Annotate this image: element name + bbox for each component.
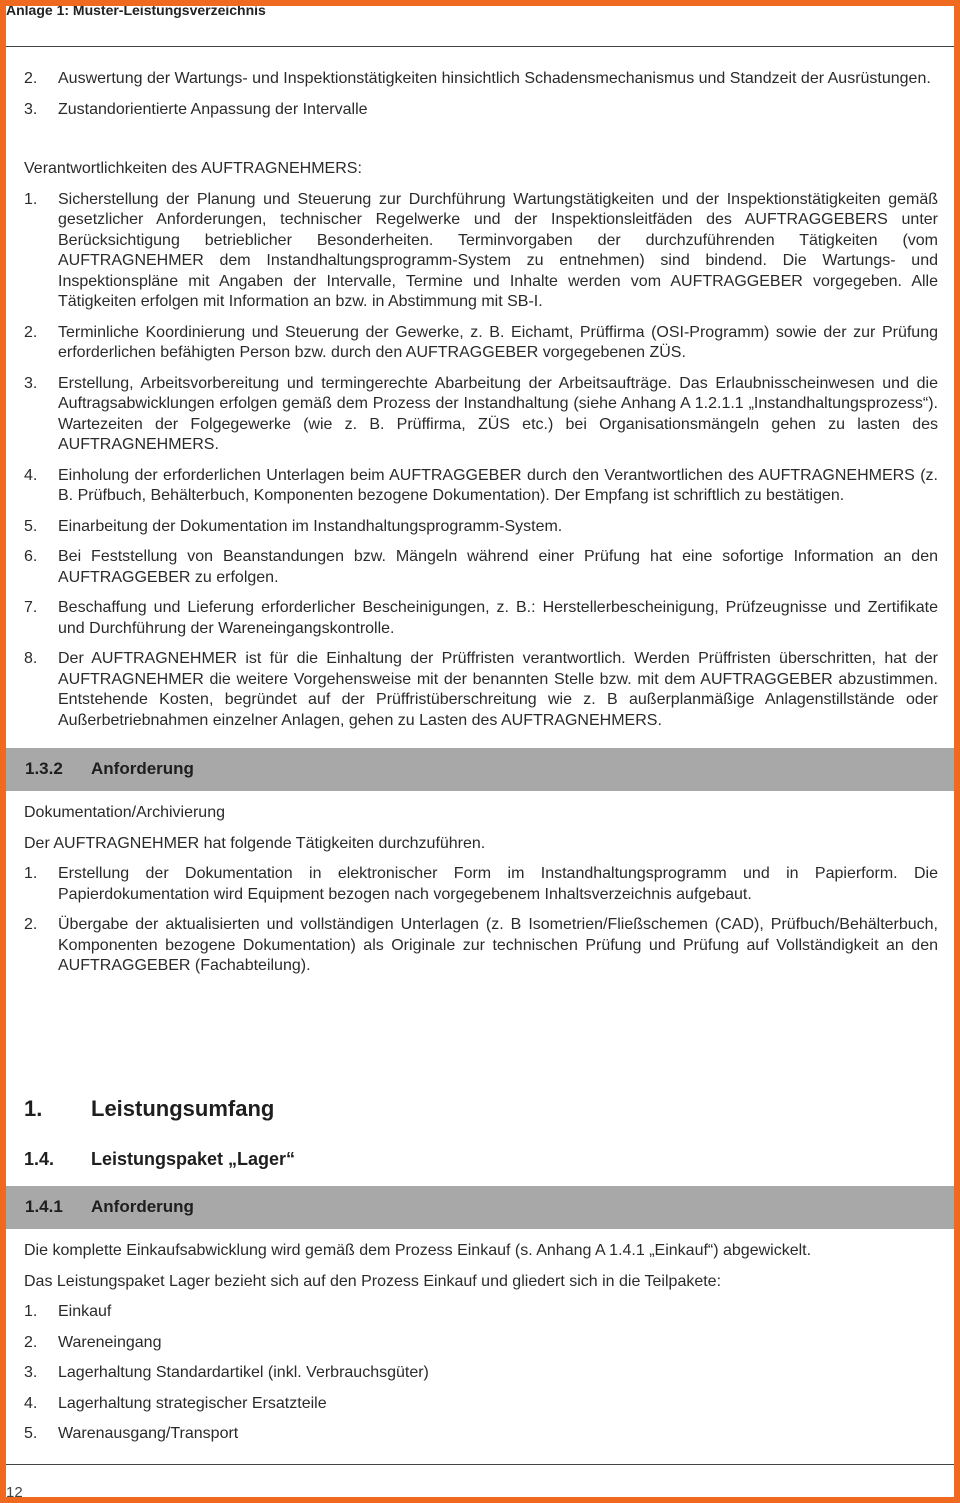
responsibilities-list xyxy=(24,190,938,732)
document-header-title: Anlage 1: Muster-Leistungsverzeichnis xyxy=(6,2,266,18)
section-title: Anforderung xyxy=(91,759,194,778)
section-b-block xyxy=(24,159,938,731)
documentation-subheading: Dokumentation/Archivierung xyxy=(24,804,225,821)
list-item-number: 1. xyxy=(24,190,38,208)
list-item-text: Wareneingang xyxy=(58,1333,162,1351)
list-item-number: 5. xyxy=(24,517,38,535)
list-item xyxy=(24,1394,938,1415)
documentation-list xyxy=(24,864,938,977)
responsibilities-heading: Verantwortlichkeiten des AUFTRAGNEHMERS: xyxy=(24,160,362,177)
list-item xyxy=(24,864,938,905)
page-number: 12 xyxy=(6,1484,23,1501)
section-number: 1.4.1 xyxy=(25,1197,63,1216)
list-item-text: Zustandorientierte Anpassung der Intervalle xyxy=(58,100,368,118)
list-item-text: Warenausgang/Transport xyxy=(58,1425,239,1442)
subchapter-title: Leistungspaket „Lager“ xyxy=(91,1149,296,1169)
section-a-list-block xyxy=(24,69,938,120)
section-title: Anforderung xyxy=(91,1197,194,1216)
purchasing-intro: Die komplette Einkaufsabwicklung wird gemäß dem Prozess Einkauf (s. Anhang A 1.4.1 „Einkauf“) abgewickelt. xyxy=(24,1242,812,1259)
list-item-text: Bei Feststellung von Beanstandungen bzw. Mängeln während einer Prüfung hat eine sofortige Information an den AUFTRAGGEBER zu erfolgen. xyxy=(58,548,938,586)
list-item-text: Der AUFTRAGNEHMER ist für die Einhaltung der Prüffristen verantwortlich. Werden Prüffristen überschritten, hat der AUFTRAGNEHMER die weitere Vorgehensweise mit der benannten Stelle bzw. mit dem AUFTRAGGEBER abzustimmen. Entstehende Kosten, begründet auf der Prüffristüberschreitung wie z. B außerplanmäßige Anlagenstillstände oder Außerbetriebnahmen einzelner Anlagen, gehen zu Lasten des AUFTRAGNEHMERS. xyxy=(58,650,938,729)
list-item xyxy=(24,190,938,313)
list-item-number: 6. xyxy=(24,548,38,565)
section-band-1-4-1 xyxy=(6,1186,954,1229)
documentation-intro: Der AUFTRAGNEHMER hat folgende Tätigkeiten durchzuführen. xyxy=(24,834,486,852)
list-item-text: Terminliche Koordinierung und Steuerung der Gewerke, z. B. Eichamt, Prüffirma (OSI-Programm) sowie der zur Prüfung erforderlichen befähigten Person bzw. durch den AUFTRAGGEBER vorgegebenen ZÜS. xyxy=(58,323,938,361)
list-item-text: Einkauf xyxy=(58,1303,112,1320)
list-item-number: 7. xyxy=(24,599,38,616)
list-item-text: Erstellung, Arbeitsvorbereitung und termingerechte Abarbeitung der Arbeitsaufträge. Das Erlaubnisscheinwesen und die Auftragsabwicklungen erfolgen gemäß dem Prozess der Instandhaltung (siehe Anhang A 1.2.1.1 „Instandhaltungsprozess“). Wartezeiten der Folgegewerke (wie z. B. Prüffirma, ZÜS etc.) bei Organisationsmängeln gehen zu lasten des AUFTRAGNEHMERS. xyxy=(58,374,938,453)
subchapter-number: 1.4. xyxy=(24,1149,55,1169)
list-item-text: Einholung der erforderlichen Unterlagen beim AUFTRAGGEBER durch den Verantwortlichen des AUFTRAGNEHMERS (z. B. Prüfbuch, Behälterbuch, Komponenten bezogene Dokumentation). Der Empfang ist schriftlich zu bestätigen. xyxy=(58,466,938,504)
list-item-text: Lagerhaltung Standardartikel (inkl. Verbrauchsgüter) xyxy=(58,1364,429,1381)
list-item xyxy=(24,323,938,364)
list-item xyxy=(24,466,938,507)
section-a-list xyxy=(24,69,938,120)
list-item xyxy=(24,517,938,538)
list-item-number: 2. xyxy=(24,1333,38,1351)
list-item xyxy=(24,1333,938,1354)
footer-divider xyxy=(6,1464,954,1465)
list-item-text: Einarbeitung der Dokumentation im Instandhaltungsprogramm-System. xyxy=(58,517,563,535)
list-item xyxy=(24,598,938,639)
list-item-number: 2. xyxy=(24,323,38,341)
list-item-text: Beschaffung und Lieferung erforderlicher Bescheinigungen, z. B.: Herstellerbescheinigung, Prüfzeugnisse und Zertifikate und Durchführung der Wareneingangskontrolle. xyxy=(58,599,938,637)
list-item xyxy=(24,69,938,90)
list-item-number: 3. xyxy=(24,1364,38,1381)
section-c-block xyxy=(24,803,938,977)
list-item-text: Erstellung der Dokumentation in elektronischer Form im Instandhaltungsprogramm und in Papierform. Die Papierdokumentation wird Equipment bezogen nach vorgegebenem Inhaltsverzeichnis aufgebaut. xyxy=(58,865,938,903)
list-item-number: 4. xyxy=(24,466,38,484)
list-item-number: 2. xyxy=(24,916,38,933)
list-item xyxy=(24,547,938,588)
list-item-text: Sicherstellung der Planung und Steuerung zur Durchführung Wartungstätigkeiten und der Inspektionstätigkeiten gemäß gesetzlicher Anforderungen, technischer Regelwerke und der Inspektionsleitfäden des AUFTRAGGEBERS unter Berücksichtigung betrieblicher Besonderheiten. Terminvorgaben der durchzuführenden Tätigkeiten (vom AUFTRAGNEHMER dem Instandhaltungsprogramm-System zu entnehmen) sind bindend. Die Wartungs- und Inspektionspläne mit Angaben der Intervalle, Termine und Inhalte werden vom AUFTRAGGEBER vorgegeben. Alle Tätigkeiten erfolgen mit Information an bzw. in Abstimmung mit SB-I. xyxy=(58,190,938,310)
list-item xyxy=(24,1363,938,1384)
list-item-text: Übergabe der aktualisierten und vollständigen Unterlagen (z. B Isometrien/Fließschemen (CAD), Prüfbuch/Behälterbuch, Komponenten bezogene Dokumentation) als Originale zur technischen Prüfung und Prüfung auf Vollständigkeit an den AUFTRAGGEBER (Fachabteilung). xyxy=(58,916,938,974)
list-item xyxy=(24,100,938,121)
list-item-number: 5. xyxy=(24,1425,38,1442)
section-number: 1.3.2 xyxy=(25,759,63,778)
list-item xyxy=(24,649,938,731)
list-item-number: 4. xyxy=(24,1394,38,1412)
list-item-text: Auswertung der Wartungs- und Inspektionstätigkeiten hinsichtlich Schadensmechanismus und Standzeit der Ausrüstungen. xyxy=(58,70,931,87)
list-item-number: 1. xyxy=(24,865,38,882)
list-item-number: 2. xyxy=(24,70,38,87)
chapter-number: 1. xyxy=(24,1096,43,1121)
list-item-number: 8. xyxy=(24,650,38,667)
list-item xyxy=(24,374,938,456)
section-band-1-3-2 xyxy=(6,748,954,791)
subpackage-list xyxy=(24,1302,938,1445)
list-item-number: 1. xyxy=(24,1303,38,1320)
list-item xyxy=(24,915,938,977)
list-item-text: Lagerhaltung strategischer Ersatzteile xyxy=(58,1394,327,1412)
list-item-number: 3. xyxy=(24,100,38,118)
list-item xyxy=(24,1302,938,1323)
list-item xyxy=(24,1424,938,1445)
package-intro: Das Leistungspaket Lager bezieht sich auf den Prozess Einkauf und gliedert sich in die Teilpakete: xyxy=(24,1272,722,1290)
header-divider xyxy=(6,46,954,47)
chapter-title: Leistungsumfang xyxy=(91,1096,275,1121)
list-item-number: 3. xyxy=(24,374,38,392)
section-d-block xyxy=(24,1241,938,1445)
